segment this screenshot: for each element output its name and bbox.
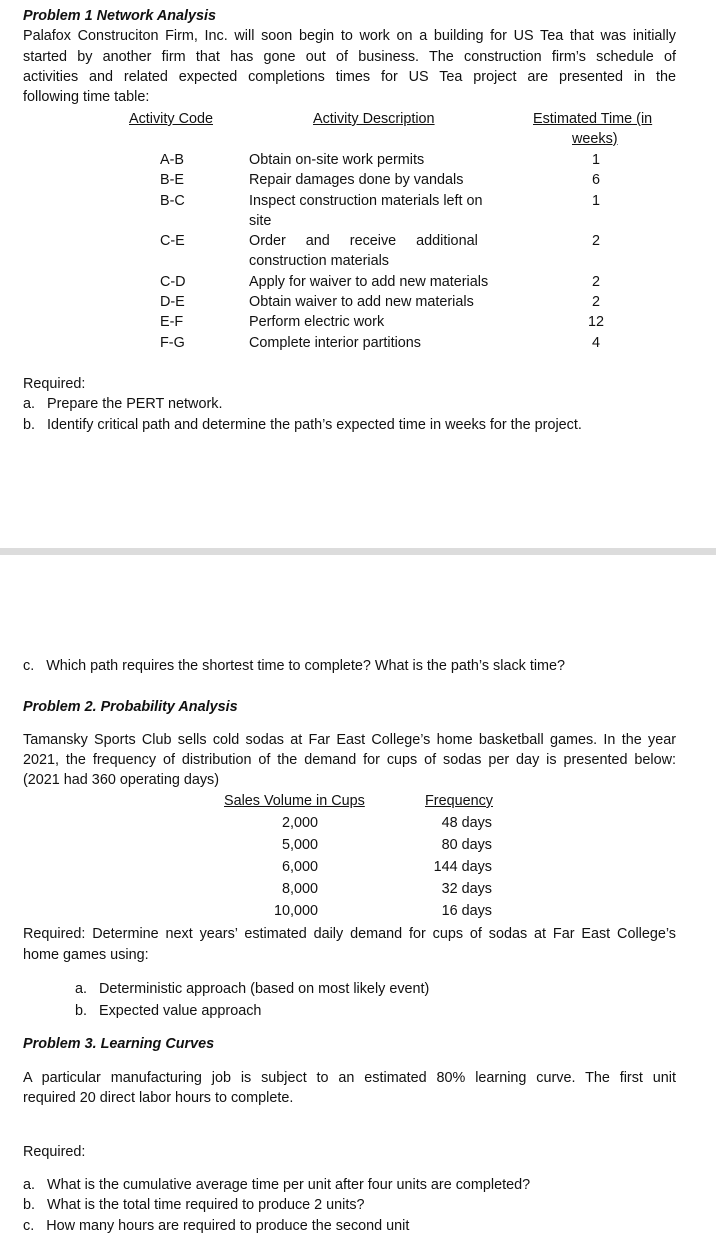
problem2-required-line: home games using: <box>23 947 149 963</box>
problem1-required-item: c. Which path requires the shortest time to complete? What is the path’s slack time? <box>23 658 566 674</box>
problem1-required-item: b. Identify critical path and determine the path’s expected time in weeks for the project. <box>23 417 582 433</box>
problem3-item: c. How many hours are required to produce the second unit <box>23 1218 410 1234</box>
problem1-required-label: Required: <box>23 376 86 392</box>
sales-volume: 6,000 <box>281 859 318 875</box>
problem2-intro-line: (2021 had 360 operating days) <box>23 772 220 788</box>
header-activity-description: Activity Description <box>313 111 435 127</box>
frequency-value: 16 days <box>441 903 492 919</box>
problem3-title: Problem 3. Learning Curves <box>23 1036 215 1052</box>
activity-description-cont: site <box>249 213 272 229</box>
problem3-item: a. What is the cumulative average time per unit after four units are completed? <box>23 1177 531 1193</box>
activity-description: Obtain waiver to add new materials <box>249 294 474 310</box>
problem3-intro-line: A particular manufacturing job is subject to an estimated 80% learning curve. The first unit <box>23 1070 676 1086</box>
problem2-required-line: Required: Determine next years’ estimated daily demand for cups of sodas at Far East College’s <box>23 926 676 942</box>
frequency-value: 48 days <box>441 815 492 831</box>
header-frequency: Frequency <box>425 793 493 809</box>
activity-time: 12 <box>587 314 604 330</box>
problem1-intro-line: following time table: <box>23 89 150 105</box>
problem3-item: b. What is the total time required to produce 2 units? <box>23 1197 365 1213</box>
problem2-intro-line: Tamansky Sports Club sells cold sodas at Far East College’s home basketball games. In the year <box>23 732 676 748</box>
problem2-title: Problem 2. Probability Analysis <box>23 699 238 715</box>
problem3-intro-line: required 20 direct labor hours to complete. <box>23 1090 294 1106</box>
problem2-intro-line: 2021, the frequency of distribution of the demand for cups of sodas per day is presented below: <box>23 752 676 768</box>
problem1-title: Problem 1 Network Analysis <box>23 8 217 24</box>
problem1-intro-line: activities and related expected completions times for US Tea project are presented in the <box>23 69 676 85</box>
problem1-intro-line: started by another firm that has gone out of business. The construction firm’s schedule of <box>23 49 676 65</box>
header-estimated-time-unit: weeks) <box>572 131 618 147</box>
activity-code: C-D <box>160 274 186 290</box>
activity-code: E-F <box>160 314 184 330</box>
activity-time: 6 <box>591 172 600 188</box>
problem2-item: b. Expected value approach <box>75 1003 262 1019</box>
activity-code: F-G <box>160 335 185 351</box>
activity-time: 2 <box>591 294 600 310</box>
problem1-intro-line: Palafox Construciton Firm, Inc. will soon begin to work on a building for US Tea that was initially <box>23 28 676 44</box>
sales-volume: 2,000 <box>281 815 318 831</box>
activity-description: Complete interior partitions <box>249 335 421 351</box>
activity-time: 4 <box>591 335 600 351</box>
activity-description: Obtain on-site work permits <box>249 152 425 168</box>
activity-code: A-B <box>160 152 184 168</box>
problem3-required-label: Required: <box>23 1144 86 1160</box>
activity-description-cont: construction materials <box>249 253 389 269</box>
activity-description: Apply for waiver to add new materials <box>249 274 489 290</box>
problem1-required-item: a. Prepare the PERT network. <box>23 396 223 412</box>
header-sales-volume: Sales Volume in Cups <box>224 793 365 809</box>
activity-code: D-E <box>160 294 185 310</box>
activity-code: B-C <box>160 193 185 209</box>
activity-description: Inspect construction materials left on <box>249 193 483 209</box>
activity-code: B-E <box>160 172 184 188</box>
activity-time: 1 <box>591 193 600 209</box>
frequency-value: 144 days <box>433 859 492 875</box>
frequency-value: 32 days <box>441 881 492 897</box>
activity-time: 2 <box>591 274 600 290</box>
header-estimated-time: Estimated Time (in <box>533 111 653 127</box>
activity-code: C-E <box>160 233 185 249</box>
activity-time: 2 <box>591 233 600 249</box>
frequency-value: 80 days <box>441 837 492 853</box>
sales-volume: 5,000 <box>281 837 318 853</box>
activity-time: 1 <box>591 152 600 168</box>
sales-volume: 8,000 <box>281 881 318 897</box>
activity-description: Perform electric work <box>249 314 385 330</box>
problem2-item: a. Deterministic approach (based on most likely event) <box>75 981 430 997</box>
page-divider <box>0 548 716 555</box>
sales-volume: 10,000 <box>273 903 318 919</box>
activity-description: Repair damages done by vandals <box>249 172 464 188</box>
header-activity-code: Activity Code <box>129 111 213 127</box>
activity-description: Order and receive additional <box>249 233 478 249</box>
